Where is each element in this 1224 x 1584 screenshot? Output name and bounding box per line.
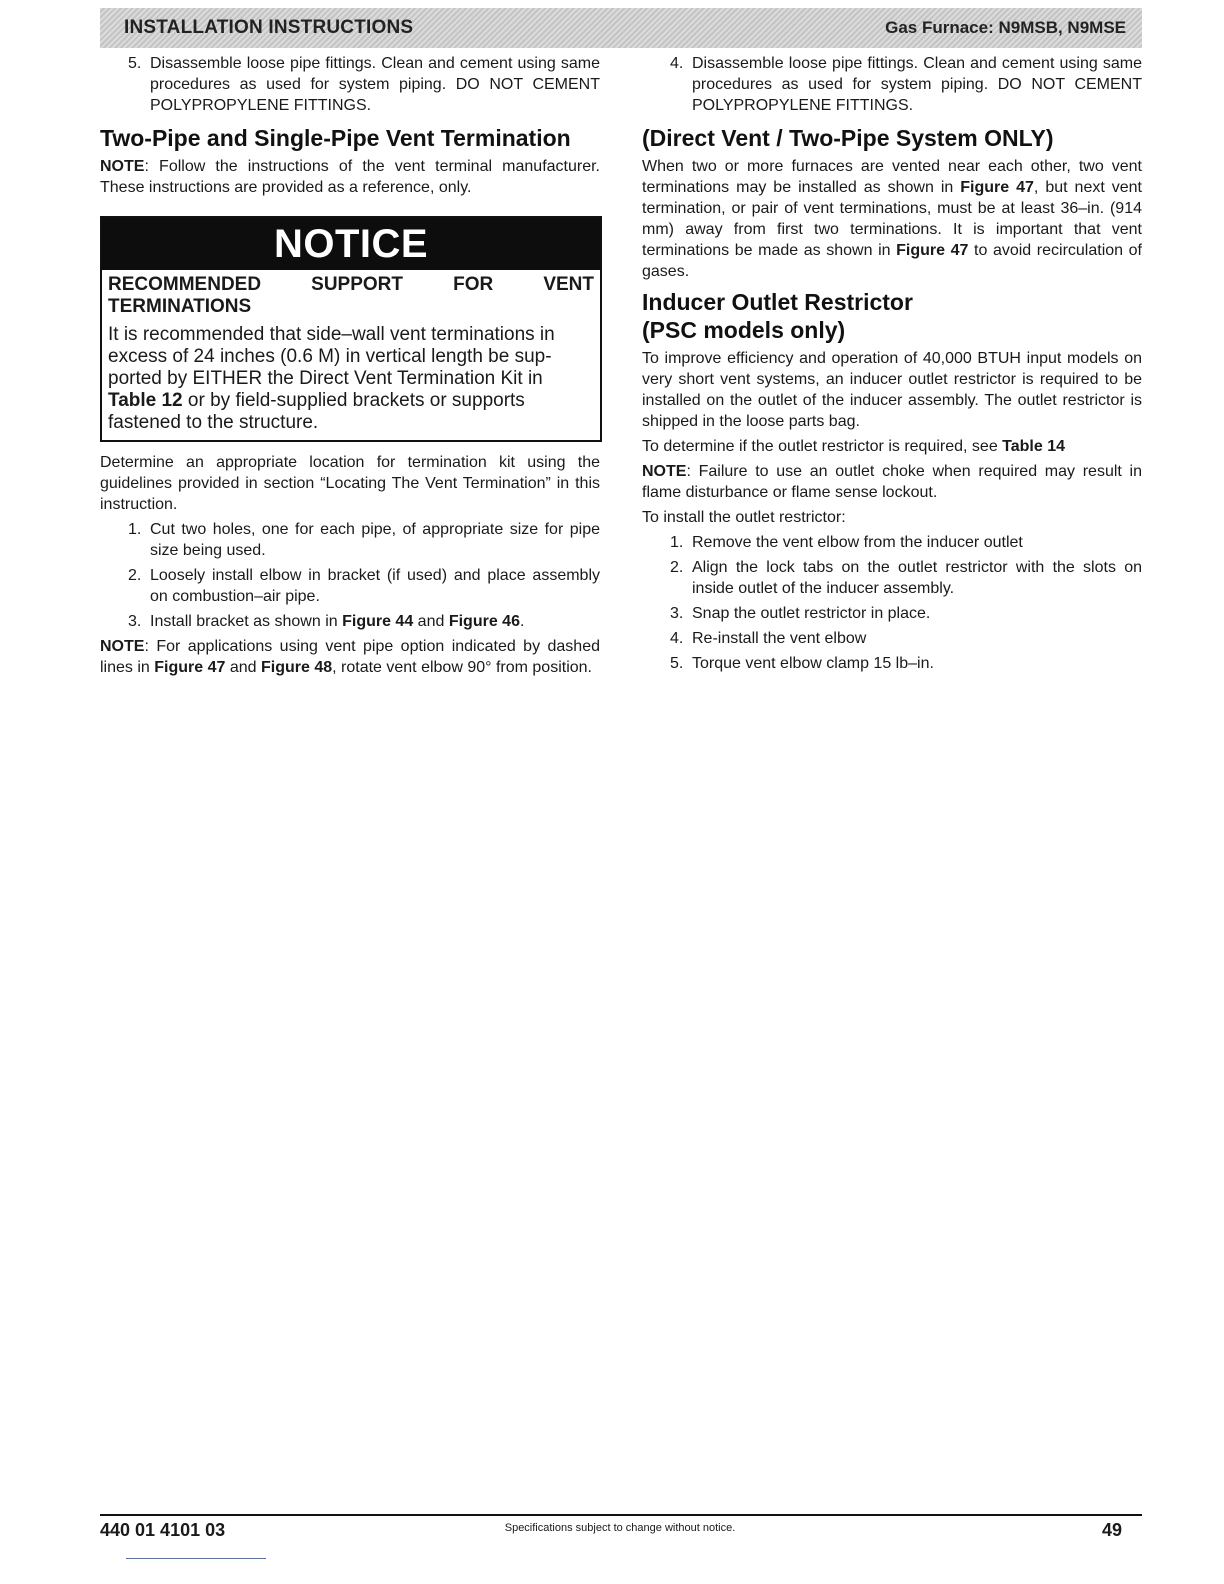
paragraph: To install the outlet restrictor: <box>642 509 846 526</box>
note-label: NOTE <box>100 638 145 655</box>
figure-reference: Figure 46 <box>448 613 520 630</box>
page-number: 49 <box>1102 1520 1123 1540</box>
list-number: 3. <box>670 605 684 622</box>
list-text: Torque vent elbow clamp 15 lb–in. <box>692 655 934 672</box>
notice-heading <box>108 274 594 318</box>
figure-reference: Figure 44 <box>342 613 414 630</box>
paragraph: When two or more furnaces are vented near each other, two vent terminations may be installed as shown in Figure 47, but next vent termination, or pair of vent terminations, must be at least 36–in. (914 mm) away from first two terminations. It is important that vent terminations be made as shown in Figure 47 to avoid recirculation of gases. <box>642 158 1142 280</box>
notice-body <box>102 270 600 440</box>
list-item <box>642 628 1142 649</box>
list-number: 4. <box>670 630 684 647</box>
list-item <box>642 557 1142 599</box>
list-number: 1. <box>128 521 142 538</box>
list-item <box>100 519 600 561</box>
list-text: Align the lock tabs on the outlet restrictor with the slots on inside outlet of the inducer assembly. <box>692 559 1142 597</box>
header-bar <box>100 8 1142 48</box>
list-text: Loosely install elbow in bracket (if used) and place assembly on combustion–air pipe. <box>150 567 600 605</box>
header-product-title: Gas Furnace: N9MSB, N9MSE <box>885 18 1126 37</box>
paragraph: To improve efficiency and operation of 40,000 BTUH input models on very short vent systems, an inducer outlet restrictor is required to be installed on the outlet of the inducer assembly. The outlet restrictor is shipped in the loose parts bag. <box>642 350 1142 430</box>
document-number: 440 01 4101 03 <box>100 1520 226 1540</box>
header-section-title: INSTALLATION INSTRUCTIONS <box>124 17 414 38</box>
footer-divider <box>100 1514 1142 1516</box>
list-item: 3. Install bracket as shown in Figure 44 and Figure 46. <box>128 613 525 630</box>
list-item <box>642 653 1142 674</box>
section-heading: Two-Pipe and Single-Pipe Vent Termination <box>100 125 571 151</box>
footer-disclaimer: Specifications subject to change without notice. <box>504 1522 736 1534</box>
list-item <box>642 532 1142 553</box>
list-text: Re-install the vent elbow <box>692 630 867 647</box>
note-paragraph: NOTE: For applications using vent pipe option indicated by dashed lines in Figure 47 and Figure 48, rotate vent elbow 90° from position. <box>100 638 600 676</box>
paragraph: To determine if the outlet restrictor is required, see Table 14 <box>642 438 1066 455</box>
section-heading: Inducer Outlet Restrictor (PSC models only) <box>642 289 913 343</box>
note-paragraph: NOTE: Failure to use an outlet choke when required may result in flame disturbance or flame sense lockout. <box>642 463 1142 501</box>
notice-heading-line2: TERMINATIONS <box>108 296 252 317</box>
figure-reference: Figure 47 <box>960 179 1034 196</box>
list-text: Disassemble loose pipe fittings. Clean and cement using same procedures as used for system piping. DO NOT CEMENT POLYPROPYLENE FITTINGS. <box>692 55 1142 114</box>
figure-reference: Figure 48 <box>260 659 333 676</box>
notice-box <box>100 216 602 442</box>
notice-heading-word: RECOMMENDED <box>108 274 262 295</box>
right-column <box>642 53 1142 678</box>
list-text: Cut two holes, one for each pipe, of appropriate size for pipe size being used. <box>150 521 600 559</box>
list-item <box>100 565 600 607</box>
notice-text: It is recommended that side–wall vent terminations in excess of 24 inches (0.6 M) in vertical length be sup-ported by EITHER the Direct Vent Termination Kit in Table 12 or by field-supplied brackets or supports fastened to the structure. <box>108 324 555 433</box>
notice-heading-word: VENT <box>543 274 594 295</box>
note-label: NOTE <box>642 463 687 480</box>
list-number: 1. <box>670 534 684 551</box>
note-text: : Follow the instructions of the vent terminal manufacturer. These instructions are provided as a reference, only. <box>100 158 600 196</box>
notice-title: NOTICE <box>102 218 600 270</box>
list-text: Disassemble loose pipe fittings. Clean and cement using same procedures as used for system piping. DO NOT CEMENT POLYPROPYLENE FITTINGS. <box>150 55 600 114</box>
note-label: NOTE <box>100 158 145 175</box>
figure-reference: Figure 47 <box>154 659 226 676</box>
section-heading: (Direct Vent / Two-Pipe System ONLY) <box>642 125 1054 151</box>
list-item <box>100 53 600 116</box>
note-paragraph <box>100 156 600 198</box>
figure-reference: Figure 47 <box>896 242 969 259</box>
notice-heading-word: SUPPORT <box>311 274 404 295</box>
list-number: 2. <box>670 559 684 576</box>
list-item <box>642 603 1142 624</box>
table-reference: Table 12 <box>108 390 183 411</box>
list-text: Remove the vent elbow from the inducer outlet <box>692 534 1023 551</box>
paragraph: Determine an appropriate location for termination kit using the guidelines provided in section “Locating The Vent Termination” in this instruction. <box>100 454 600 513</box>
table-reference: Table 14 <box>1002 438 1066 455</box>
list-number: 5. <box>670 655 684 672</box>
notice-heading-word: FOR <box>453 274 494 295</box>
list-text: Snap the outlet restrictor in place. <box>692 605 931 622</box>
list-number: 4. <box>670 55 684 72</box>
list-number: 5. <box>128 55 142 72</box>
list-number: 2. <box>128 567 142 584</box>
list-number: 3. <box>128 613 142 630</box>
list-item <box>642 53 1142 116</box>
link-underline[interactable] <box>126 1558 266 1559</box>
left-column <box>100 53 600 682</box>
